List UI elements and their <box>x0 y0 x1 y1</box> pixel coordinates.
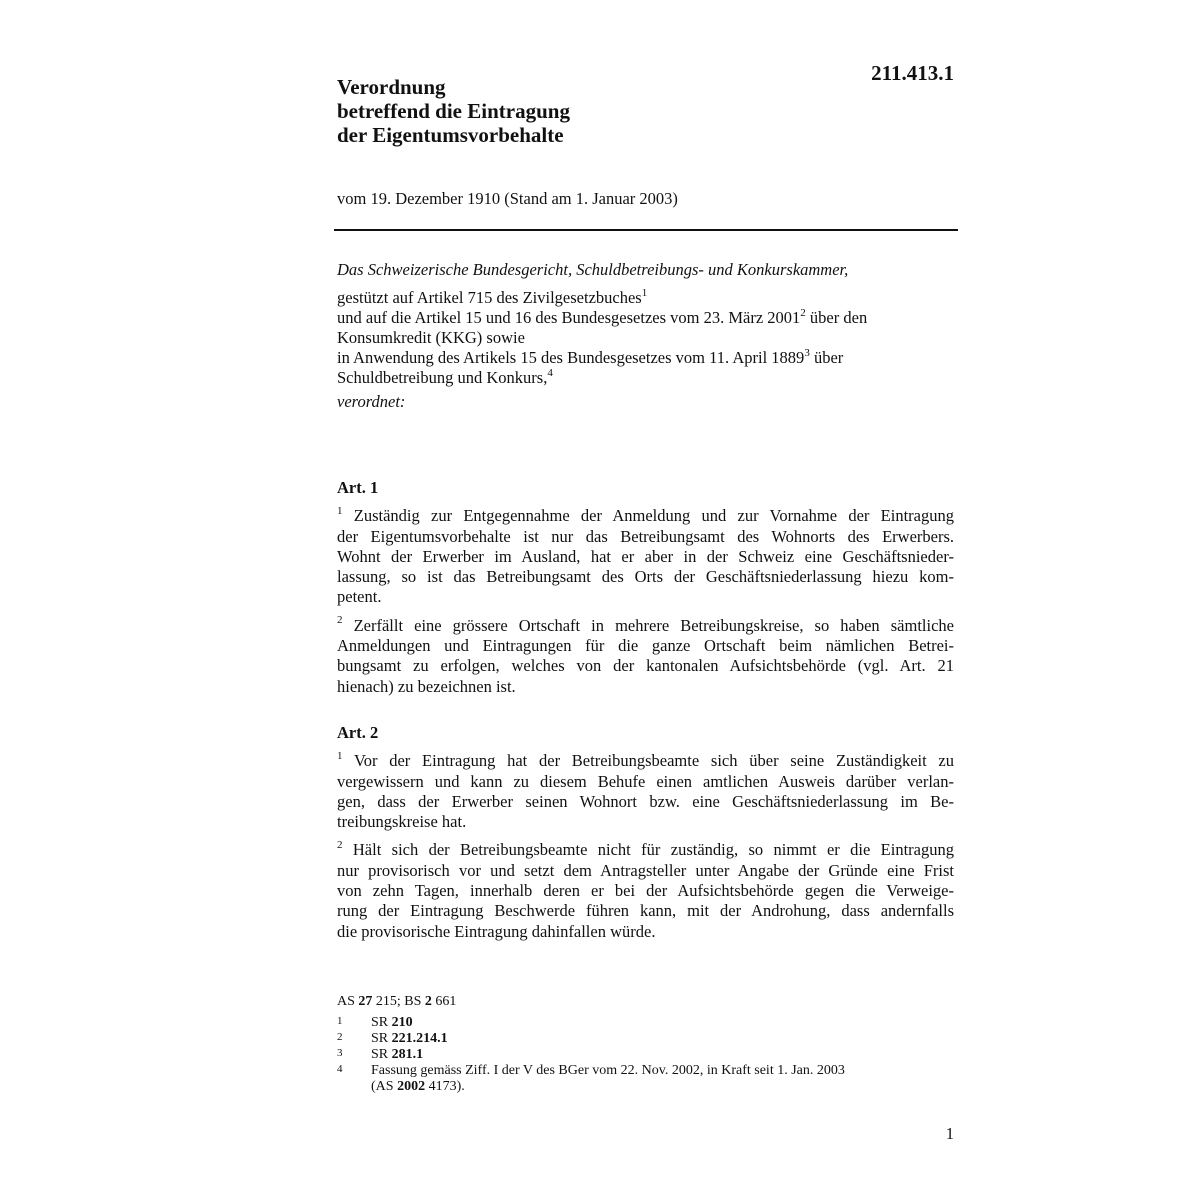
footnote-ref-number[interactable]: 281.1 <box>391 1047 424 1062</box>
preamble-verb: verordnet: <box>337 392 406 411</box>
paragraph-line: rung der Eintragung Beschwerde führen kann, mit der Androhung, dass andernfalls <box>337 901 954 921</box>
article-paragraph <box>337 751 954 832</box>
footnote-text: SR <box>371 1047 392 1062</box>
footnote-volume: 2002 <box>397 1079 426 1094</box>
footnote-ref[interactable]: 3 <box>804 346 810 359</box>
paragraph-line <box>337 840 954 860</box>
paragraph-line: bungsamt zu erfolgen, welches von der kantonalen Aufsichtsbehörde (vgl. Art. 21 <box>337 656 954 676</box>
source-volume: 2 <box>424 994 432 1009</box>
footnote-text: SR <box>371 1031 392 1046</box>
paragraph-line <box>337 616 954 636</box>
line-text: Zerfällt eine grössere Ortschaft in mehrere Betreibungskreise, so haben sämtliche <box>342 615 954 635</box>
paragraph-line: Wohnt der Erwerber im Ausland, hat er aber in der Schweiz eine Geschäftsnieder- <box>337 546 954 566</box>
source-text: 661 <box>431 994 457 1009</box>
article-paragraph <box>337 840 954 941</box>
footnote-text: (AS <box>371 1079 398 1094</box>
paragraph-line: Anmeldungen und Eintragungen für die ganze Ortschaft beim nämlichen Betrei- <box>337 636 954 656</box>
title-line-3: der Eigentumsvorbehalte <box>337 123 564 147</box>
preamble-line <box>337 288 957 308</box>
sr-number: 211.413.1 <box>871 61 954 85</box>
footnote-text: Fassung gemäss Ziff. I der V des BGer vom 22. Nov. 2002, in Kraft seit 1. Jan. 2003 <box>371 1063 845 1078</box>
footnote-number: 4 <box>337 1063 343 1075</box>
article-paragraph <box>337 616 954 697</box>
footnotes <box>337 994 957 1095</box>
footnote-item-continued <box>337 1079 957 1095</box>
article-paragraph <box>337 506 954 607</box>
preamble-line <box>337 308 957 328</box>
document-date: vom 19. Dezember 1910 (Stand am 1. Januar 2003) <box>337 189 678 208</box>
footnote-number: 2 <box>337 1031 343 1043</box>
paragraph-line: treibungskreise hat. <box>337 812 467 832</box>
footnote-ref-number[interactable]: 210 <box>391 1015 413 1030</box>
paragraph-number: 2 <box>337 614 343 627</box>
paragraph-line: gen, dass der Erwerber seinen Wohnort bzw. eine Geschäftsniederlassung im Be- <box>337 791 954 811</box>
article-1 <box>337 478 954 705</box>
source-text: AS <box>337 994 359 1009</box>
preamble-text: gestützt auf Artikel 715 des Zivilgesetzbuches <box>337 288 642 307</box>
paragraph-line: von zehn Tagen, innerhalb deren er bei der Aufsichtsbehörde gegen die Verweige- <box>337 881 954 901</box>
paragraph-number: 1 <box>337 749 343 762</box>
line-text: Zuständig zur Entgegennahme der Anmeldung und zur Vornahme der Eintragung <box>342 506 954 526</box>
preamble-text: über <box>809 348 844 367</box>
preamble-issuer: Das Schweizerische Bundesgericht, Schuldbetreibungs- und Konkurskammer, <box>337 260 849 279</box>
preamble-text: Schuldbetreibung und Konkurs, <box>337 368 548 387</box>
paragraph-line: hienach) zu bezeichnen ist. <box>337 676 516 696</box>
paragraph-line: lassung, so ist das Betreibungsamt des Orts der Geschäftsniederlassung hiezu kom- <box>337 567 954 587</box>
article-heading: Art. 1 <box>337 478 379 497</box>
paragraph-number: 1 <box>337 504 343 517</box>
article-heading: Art. 2 <box>337 723 379 742</box>
source-volume: 27 <box>358 994 373 1009</box>
footnote-number: 1 <box>337 1015 343 1027</box>
preamble-text: über den <box>805 308 868 327</box>
preamble-text: in Anwendung des Artikels 15 des Bundesgesetzes vom 11. April 1889 <box>337 348 805 367</box>
paragraph-line: nur provisorisch vor und setzt dem Antragsteller unter Angabe der Gründe eine Frist <box>337 860 954 880</box>
paragraph-line: der Eigentumsvorbehalte ist nur das Betreibungsamt des Wohnorts des Erwerbers. <box>337 526 954 546</box>
footnote-item <box>337 1047 957 1063</box>
line-text: Vor der Eintragung hat der Betreibungsbeamte sich über seine Zuständigkeit zu <box>342 751 954 771</box>
title-line-2: betreffend die Eintragung <box>337 99 570 123</box>
paragraph-number: 2 <box>337 838 343 851</box>
footnote-item <box>337 1031 957 1047</box>
paragraph-line: vergewissern und kann zu diesem Behufe einen amtlichen Ausweis darüber verlan- <box>337 771 954 791</box>
footnote-item <box>337 1015 957 1031</box>
page-number: 1 <box>945 1124 954 1143</box>
header-divider <box>334 229 958 231</box>
preamble-text: und auf die Artikel 15 und 16 des Bundesgesetzes vom 23. März 2001 <box>337 308 801 327</box>
preamble <box>337 260 957 412</box>
footnote-ref[interactable]: 1 <box>641 286 648 299</box>
footnote-item <box>337 1063 957 1079</box>
preamble-line <box>337 348 957 368</box>
footnote-ref[interactable]: 2 <box>800 306 806 319</box>
preamble-line <box>337 328 957 348</box>
article-2 <box>337 723 954 950</box>
preamble-line <box>337 368 957 388</box>
footnote-ref[interactable]: 4 <box>547 366 553 379</box>
line-text: Hält sich der Betreibungsbeamte nicht für zuständig, so nimmt er die Eintragung <box>342 840 954 860</box>
paragraph-line <box>337 751 954 771</box>
source-reference <box>337 994 957 1010</box>
footnote-text: 4173). <box>425 1079 465 1094</box>
preamble-text: Konsumkredit (KKG) sowie <box>337 328 525 347</box>
document-title <box>337 75 807 147</box>
footnote-text: SR <box>371 1015 392 1030</box>
footnote-number: 3 <box>337 1047 343 1059</box>
source-text: 215; BS <box>372 994 425 1009</box>
paragraph-line: petent. <box>337 587 382 607</box>
title-line-1: Verordnung <box>337 75 446 99</box>
paragraph-line <box>337 506 954 526</box>
footnote-ref-number[interactable]: 221.214.1 <box>391 1031 448 1046</box>
paragraph-line: die provisorische Eintragung dahinfallen würde. <box>337 921 656 941</box>
